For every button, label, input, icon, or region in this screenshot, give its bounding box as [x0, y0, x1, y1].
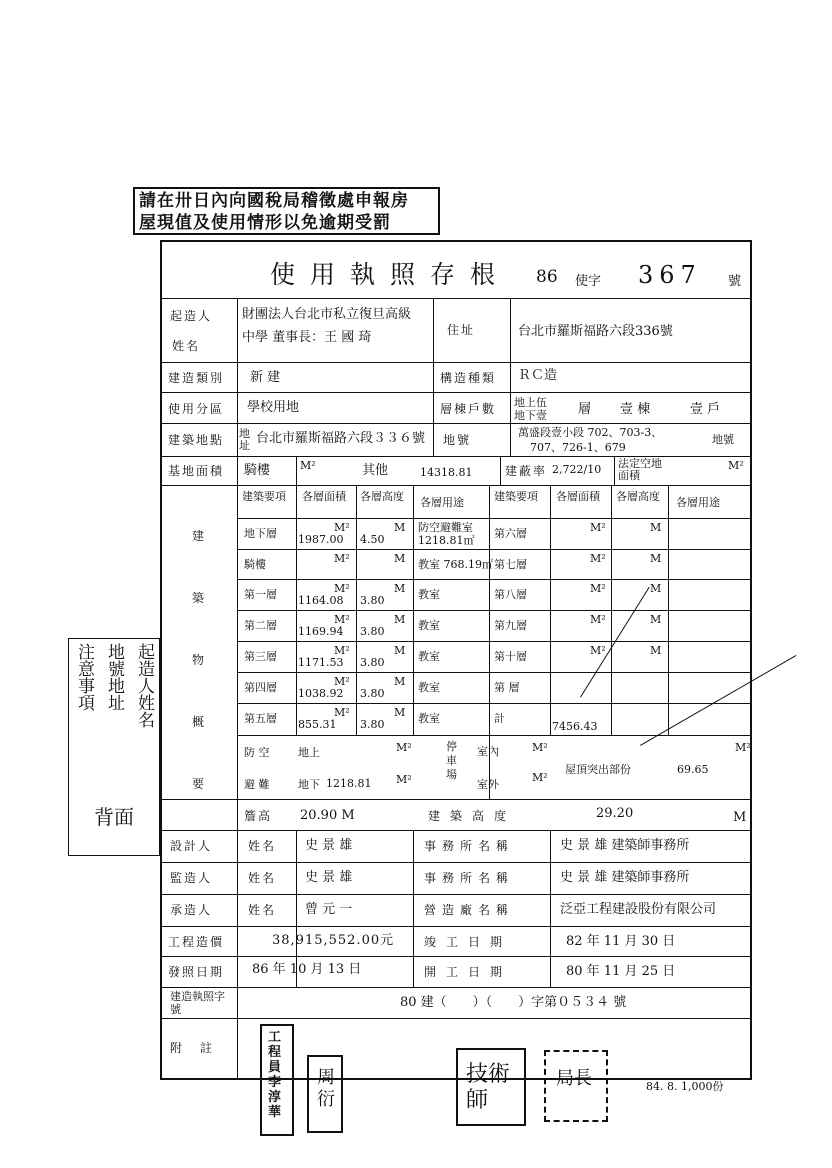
bldg-cell: M: [394, 521, 406, 534]
applicant-value-2: 中學 董事長：王 國 琦: [242, 330, 372, 345]
bldg-cell: M: [394, 706, 406, 719]
structure-value: ＲＣ造: [518, 368, 558, 383]
legal-open-unit: M²: [728, 459, 744, 472]
location-addr-mark: 地址: [239, 427, 250, 452]
bldg-cell: M²: [590, 521, 606, 534]
person-role: 承造人: [170, 903, 213, 917]
bldg-cell: 3.80: [360, 625, 385, 638]
bldg-cell: M²: [590, 552, 606, 565]
bldg-cell: 計: [494, 712, 505, 725]
bldg-cell: M: [650, 552, 662, 565]
bldg-cell: M: [394, 613, 406, 626]
person-office: 史 景 雄 建築師事務所: [560, 838, 690, 853]
building-label: 築: [192, 591, 207, 605]
zone-value: 學校用地: [247, 400, 300, 415]
applicant-name-label: 姓名: [172, 339, 201, 353]
side-note-back: 背面: [94, 805, 134, 829]
start-label: 開工日期: [424, 965, 513, 979]
building-label: 概: [192, 715, 207, 729]
shelter-above: 地上: [298, 746, 320, 759]
seal-director: 周衍: [307, 1055, 343, 1133]
eave-value: 20.90 M: [300, 808, 355, 823]
category-label: 建造類別: [168, 371, 225, 385]
lot-value-2: 707、726-1、679: [530, 441, 626, 454]
address-label: 住址: [447, 323, 476, 337]
bldg-cell: 第十層: [494, 650, 527, 663]
parking-indoor: 室內: [477, 745, 499, 758]
bldg-cell: M²: [334, 521, 350, 534]
floors-unit: 層: [578, 402, 592, 417]
start-date: 80 年 11 月 25 日: [566, 964, 676, 979]
bldg-cell: 防空避難室: [418, 521, 473, 534]
person-office-label: 事務所名稱: [424, 839, 515, 853]
bldg-cell: M: [650, 644, 662, 657]
bldg-cell: 第八層: [494, 588, 527, 601]
permit-year: 86: [536, 267, 558, 287]
seal-technician: 技術師: [456, 1048, 526, 1126]
permit-value: 80 建（ ）（ ）字第０５３４ 號: [400, 995, 627, 1010]
shelter-below: 地下: [298, 778, 320, 791]
bldg-cell: 1169.94: [298, 625, 344, 638]
person-name-label: 姓名: [248, 839, 277, 853]
bldg-cell: 3.80: [360, 656, 385, 669]
floors-label: 層棟戶數: [440, 402, 497, 416]
bldg-cell: 第六層: [494, 527, 527, 540]
lot-hao: 地號: [712, 433, 734, 446]
bldg-header: 建築要項: [242, 490, 286, 503]
bldg-cell: 1987.00: [298, 533, 344, 546]
bldg-total: 7456.43: [552, 720, 598, 733]
completion-date: 82 年 11 月 30 日: [566, 934, 676, 949]
bldg-cell: M²: [590, 644, 606, 657]
building-label: 物: [192, 653, 207, 667]
seal-engineer: 工程員李淳華: [260, 1024, 294, 1136]
bldg-cell: M²: [334, 675, 350, 688]
permit-zi: 使字: [575, 274, 602, 289]
bldg-header: 各層用途: [420, 496, 464, 509]
building-label: 要: [192, 777, 207, 791]
bldg-header: 各層高度: [616, 490, 660, 503]
coverage-value: 2,722/10: [552, 463, 602, 476]
arcade-label: 騎樓: [244, 463, 271, 478]
height-unit: M: [733, 810, 747, 825]
form-title: 使用執照存根: [270, 260, 511, 289]
side-note-col: 地號地址: [104, 643, 124, 711]
bldg-cell: 第五層: [244, 712, 277, 725]
bldg-header: 建築要項: [494, 490, 538, 503]
bldg-cell: M²: [590, 582, 606, 595]
arcade-unit: M²: [300, 459, 316, 472]
applicant-value: 財團法人台北市私立復旦高級: [242, 307, 412, 322]
building-count: 壹 棟: [620, 402, 651, 417]
person-office-label: 事務所名稱: [424, 871, 515, 885]
person-name-label: 姓名: [248, 871, 277, 885]
bldg-cell: 3.80: [360, 687, 385, 700]
person-office: 泛亞工程建設股份有限公司: [560, 902, 717, 917]
bldg-cell: M: [394, 644, 406, 657]
side-note-stamp: [68, 638, 160, 856]
bldg-cell: M: [650, 613, 662, 626]
bldg-cell: M: [394, 582, 406, 595]
category-value: 新 建: [250, 370, 281, 385]
household-count: 壹 戶: [690, 402, 721, 417]
bldg-cell: M: [650, 582, 662, 595]
address-value: 台北市羅斯福路六段336號: [518, 324, 673, 339]
bldg-cell: M: [394, 552, 406, 565]
tax-notice-line2: 屋現值及使用情形以免逾期受罰: [139, 213, 391, 233]
floors-above: 地上伍: [514, 396, 547, 409]
roof-label: 屋頂突出部份: [565, 763, 631, 776]
tax-notice-stamp: [133, 187, 440, 235]
parking-label: 停車場: [446, 740, 457, 781]
other-value: 14318.81: [420, 466, 473, 479]
remarks-label: 附註: [170, 1041, 231, 1055]
permit-number: 367: [638, 261, 702, 289]
bldg-cell: 教室: [418, 712, 440, 725]
applicant-label: 起造人: [170, 309, 213, 323]
bldg-header: 各層高度: [360, 490, 404, 503]
bldg-cell: M: [650, 521, 662, 534]
bldg-cell: 教室: [418, 681, 440, 694]
location-value: 台北市羅斯福路六段３３６號: [256, 431, 426, 446]
person-role: 設計人: [170, 839, 213, 853]
issue-label: 發照日期: [168, 965, 225, 979]
coverage-label: 建蔽率: [505, 464, 548, 478]
bldg-header: 各層用途: [676, 496, 720, 509]
bldg-cell: M²: [590, 613, 606, 626]
bldg-cell: 第七層: [494, 558, 527, 571]
lot-label: 地號: [443, 433, 472, 447]
parking-outdoor: 室外: [477, 778, 499, 791]
permit-hao: 號: [728, 274, 742, 289]
bldg-header: 各層面積: [302, 490, 346, 503]
location-label: 建築地點: [168, 433, 225, 447]
bldg-header: 各層面積: [556, 490, 600, 503]
bldg-cell: 第一層: [244, 588, 277, 601]
height-label: 建築高度: [428, 809, 517, 823]
bldg-cell: 1038.92: [298, 687, 344, 700]
permit-label: 建造執照字號: [170, 990, 225, 1016]
bldg-cell: 第九層: [494, 619, 527, 632]
bldg-cell: 騎樓: [244, 558, 266, 571]
zone-label: 使用分區: [168, 402, 225, 416]
floors-below: 地下壹: [514, 409, 547, 422]
structure-label: 構造種類: [440, 371, 497, 385]
bldg-cell: 1218.81㎡: [418, 534, 475, 547]
bldg-cell: M²: [334, 644, 350, 657]
roof-unit: M²: [735, 741, 751, 754]
tax-notice-line1: 請在卅日內向國稅局稽徵處申報房: [139, 191, 409, 211]
height-value: 29.20: [596, 806, 634, 821]
bldg-cell: 3.80: [360, 718, 385, 731]
bldg-cell: 855.31: [298, 718, 337, 731]
eave-label: 簷高: [244, 809, 273, 823]
bldg-cell: M²: [334, 582, 350, 595]
form-title-row: [160, 255, 752, 295]
completion-label: 竣工日期: [424, 935, 513, 949]
bldg-cell: M²: [334, 552, 350, 565]
bldg-cell: 教室 768.19㎡: [418, 558, 493, 571]
issue-date: 86 年 10 月 13 日: [252, 962, 362, 977]
building-label: 建: [192, 529, 207, 543]
bldg-cell: 第三層: [244, 650, 277, 663]
bldg-cell: M²: [334, 706, 350, 719]
bldg-cell: 1164.08: [298, 594, 344, 607]
lot-value: 萬盛段壹小段 702、703-3、: [518, 426, 663, 439]
cost-value: 38,915,552.00元: [272, 933, 395, 948]
bldg-cell: 4.50: [360, 533, 385, 546]
side-note-col: 起造人姓名: [134, 643, 154, 728]
person-office-label: 營造廠名稱: [424, 903, 515, 917]
seal-bureau: 局長: [544, 1050, 608, 1122]
shelter-label-1: 防 空: [244, 746, 270, 759]
base-area-label: 基地面積: [168, 464, 225, 478]
other-label: 其他: [362, 463, 389, 478]
bldg-cell: 教室: [418, 619, 440, 632]
shelter-above-unit: M²: [396, 741, 412, 754]
bldg-cell: 教室: [418, 588, 440, 601]
bldg-cell: 第 層: [494, 681, 520, 694]
bldg-cell: M: [394, 675, 406, 688]
print-note: 84. 8. 1,000份: [646, 1080, 724, 1093]
cost-label: 工程造價: [168, 935, 225, 949]
shelter-label-2: 避 難: [244, 778, 270, 791]
legal-open-label: 法定空地面積: [618, 457, 662, 482]
bldg-cell: 第二層: [244, 619, 277, 632]
shelter-below-unit: M²: [396, 773, 412, 786]
parking-indoor-unit: M²: [532, 741, 548, 754]
person-name: 史 景 雄: [305, 870, 353, 885]
person-office: 史 景 雄 建築師事務所: [560, 870, 690, 885]
person-name: 曾 元 一: [305, 902, 353, 917]
person-role: 監造人: [170, 871, 213, 885]
person-name-label: 姓名: [248, 903, 277, 917]
bldg-cell: 第四層: [244, 681, 277, 694]
parking-outdoor-unit: M²: [532, 771, 548, 784]
shelter-below-value: 1218.81: [326, 777, 372, 790]
person-name: 史 景 雄: [305, 838, 353, 853]
bldg-cell: 1171.53: [298, 656, 344, 669]
side-note-col: 注意事項: [74, 643, 94, 711]
bldg-cell: 地下層: [244, 527, 277, 540]
roof-value: 69.65: [677, 763, 709, 776]
bldg-cell: 教室: [418, 650, 440, 663]
bldg-cell: 3.80: [360, 594, 385, 607]
bldg-cell: M²: [334, 613, 350, 626]
